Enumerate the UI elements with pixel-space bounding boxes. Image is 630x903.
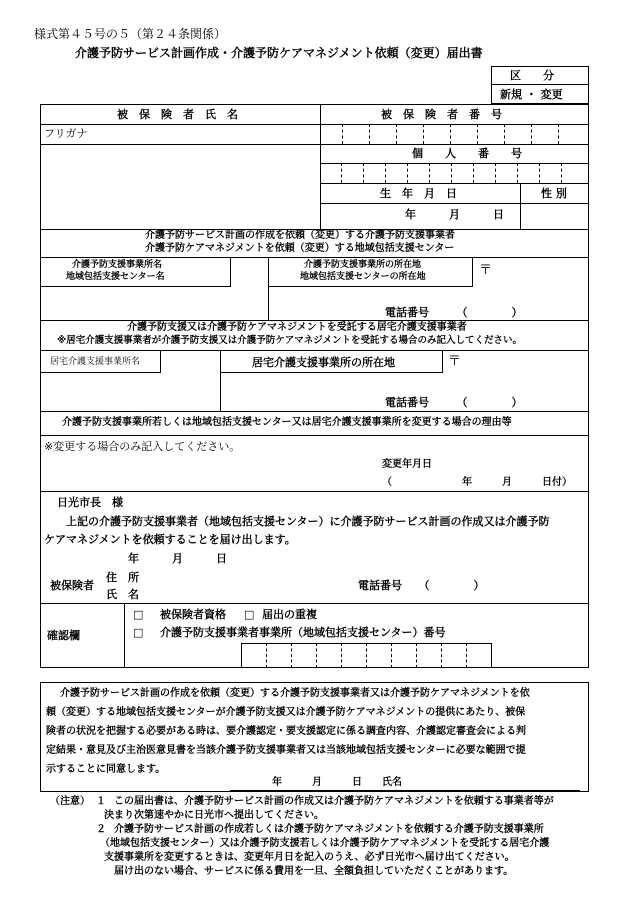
support-address-input[interactable]	[270, 288, 587, 304]
change-date-format[interactable]: （ 年 月 日付）	[382, 477, 572, 488]
office-num-div	[366, 643, 367, 668]
hline-435	[40, 435, 589, 436]
checkbox-office-number[interactable]: □	[133, 626, 144, 639]
office-num-div	[316, 643, 317, 668]
change-reason-heading: 介護予防支援事業所若しくは地域包括支援センター又は居宅介護支援事業所を変更する場合の理由等	[62, 417, 512, 428]
vline-220	[220, 350, 221, 411]
consent-signature-underline	[230, 790, 580, 791]
office-num-div	[291, 643, 292, 668]
homecare-phone-label: 電話番号 （ ）	[385, 396, 523, 409]
support-heading-1: 介護予防サービス計画の作成を依頼（変更）する介護予防支援事業者	[145, 230, 455, 241]
kubun-value[interactable]: 新規 ・ 変更	[500, 88, 563, 101]
hline-286b	[268, 286, 472, 287]
form-number: 様式第４５号の５（第２４条関係）	[34, 27, 227, 41]
consent-line-1: 介護予防サービス計画の作成を依頼（変更）する介護予防支援事業者又は介護予防ケアマネジメントを依	[60, 688, 530, 699]
support-name-input-top[interactable]	[231, 258, 266, 286]
office-num-div	[266, 643, 267, 668]
note-2-line-b: （地域包括支援センター）又は介護予防支援若しくは介護予防ケアマネジメントを受託する居宅介護	[100, 838, 550, 849]
vline-160	[160, 350, 161, 373]
consent-line-3: 険者の状況を把握する必要がある時は、要介護認定・要支援認定に係る調査内容、介護認定審査会による判	[46, 726, 526, 737]
consent-sign-line[interactable]: 年 月 日 氏名	[272, 777, 402, 788]
note-2-number: ２	[96, 824, 106, 835]
notification-body-2: ケアマネジメントを依頼することを届け出します。	[44, 533, 296, 546]
vline-442	[442, 350, 443, 373]
insured-number-label: 被 保 険 者 番 号	[381, 108, 502, 121]
birth-date-input[interactable]	[321, 204, 519, 228]
birth-label: 生 年 月 日	[380, 187, 457, 200]
support-postal-mark: 〒	[479, 263, 493, 278]
change-date-label: 変更年月日	[382, 459, 432, 470]
note-2-line-c: 支援事業所を変更するときは、変更年月日を記入のうえ、必ず日光市へ届け出てください。	[104, 852, 515, 863]
confirm-check-3: 介護予防支援事業者事業所（地域包括支援センター）番号	[160, 626, 446, 639]
notification-addressee: 日光市長 様	[57, 496, 123, 509]
support-name-label-2: 地域包括支援センター名	[66, 272, 165, 282]
homecare-address-label: 居宅介護支援事業所の所在地	[252, 356, 395, 369]
furigana-label: フリガナ	[44, 127, 88, 140]
hline-183	[320, 183, 589, 184]
support-name-label-1: 介護予防支援事業所名	[72, 260, 163, 270]
notification-date[interactable]: 年 月 日	[128, 552, 227, 565]
notification-address-name-input[interactable]	[145, 570, 355, 600]
hline-144	[320, 144, 589, 145]
kubun-label: 区 分	[510, 69, 554, 82]
office-num-div	[416, 643, 417, 668]
form-title: 介護予防サービス計画作成・介護予防ケアマネジメント依頼（変更）届出書	[75, 46, 483, 60]
hline-411	[40, 411, 589, 412]
homecare-heading-2: ※居宅介護支援事業者が介護予防支援又は介護予防ケアマネジメントを受託する場合のみ記入してください。	[57, 335, 522, 346]
kubun-divider	[491, 84, 589, 85]
homecare-address-input[interactable]	[222, 374, 587, 392]
hline-491	[40, 491, 589, 492]
insured-name-label: 被 保 険 者 氏 名	[117, 108, 238, 121]
note-1-line-b: 決まり次第速やかに日光市へ提出してください。	[104, 810, 324, 821]
furigana-input[interactable]	[44, 127, 316, 141]
name-input[interactable]	[44, 148, 316, 224]
note-1-number: １	[96, 796, 106, 807]
note-1-line-a: この届出書は、介護予防サービス計画の作成又は介護予防ケアマネジメントを依頼する事業者等が	[114, 796, 554, 807]
support-address-label-2: 地域包括支援センターの所在地	[300, 272, 426, 282]
note-2-line-a: 介護予防サービス計画の作成若しくは介護予防ケアマネジメントを依頼する介護予防支援事業所	[114, 824, 544, 835]
support-heading-2: 介護予防ケアマネジメントを依頼（変更）する地域包括支援センター	[145, 243, 455, 254]
consent-line-5: 示することに同意します。	[46, 764, 166, 775]
birth-date-format: 年 月 日	[405, 208, 504, 221]
insured-number-input[interactable]	[321, 125, 588, 144]
homecare-name-label: 居宅介護支援事業所名	[50, 357, 141, 367]
homecare-name-input[interactable]	[42, 374, 218, 410]
vline-472	[472, 257, 473, 287]
notification-address-label: 住 所	[106, 571, 139, 584]
hline-372	[40, 372, 160, 373]
gender-input[interactable]	[521, 204, 588, 228]
office-num-div	[391, 643, 392, 668]
support-address-label-1: 介護予防支援事業所の所在地	[304, 260, 422, 270]
hline-320	[40, 320, 589, 321]
consent-line-4: 定結果・意見及び主治医意見書を当該介護予防支援事業者又は当該地域包括支援センターに必要な範囲で提	[46, 745, 526, 756]
checkbox-duplicate[interactable]: □	[244, 608, 255, 621]
confirm-check-2: 届出の重複	[262, 608, 317, 621]
hline-286	[40, 286, 230, 287]
homecare-heading-1: 介護予防支援又は介護予防ケアマネジメントを受託する居宅介護支援事業者	[127, 322, 467, 333]
support-phone-label: 電話番号 （ ）	[385, 306, 523, 319]
hline-372b	[220, 372, 442, 373]
hline-603	[40, 603, 589, 604]
homecare-postal-input[interactable]	[465, 351, 587, 372]
notification-insured-label: 被保険者	[50, 579, 94, 592]
notification-body-1: 上記の介護予防支援事業者（地域包括支援センター）に介護予防サービス計画の作成又は介護予防	[66, 515, 550, 528]
notification-phone-label: 電話番号 （ ）	[358, 579, 485, 592]
office-num-div	[441, 643, 442, 668]
change-note: ※変更する場合のみ記入してください。	[44, 440, 241, 453]
consent-line-2: 頼（変更）する地域包括支援センターが介護予防支援又は介護予防ケアマネジメントの提供にあたり、被保	[46, 707, 526, 718]
gender-label: 性 別	[541, 187, 567, 200]
hline-furigana	[40, 144, 320, 145]
personal-number-label: 個 人 番 号	[412, 147, 522, 160]
change-reason-input[interactable]	[44, 456, 374, 486]
homecare-postal-mark: 〒	[448, 354, 462, 369]
office-num-div	[466, 643, 467, 668]
support-postal-input[interactable]	[495, 258, 587, 286]
confirm-check-1: 被保険者資格	[160, 608, 226, 621]
vline-124	[124, 603, 125, 668]
office-num-div	[341, 643, 342, 668]
notification-name-label: 氏 名	[106, 588, 139, 601]
checkbox-qualification[interactable]: □	[133, 608, 144, 621]
vline-268	[268, 257, 269, 321]
confirm-label: 確認欄	[47, 629, 80, 642]
support-name-input[interactable]	[42, 288, 266, 320]
personal-number-input[interactable]	[321, 164, 588, 183]
note-2-line-d: 届け出のない場合、サービスに係る費用を一旦、全額負担していただくことがあります。	[114, 866, 514, 877]
notes-label: （注意）	[50, 796, 90, 807]
